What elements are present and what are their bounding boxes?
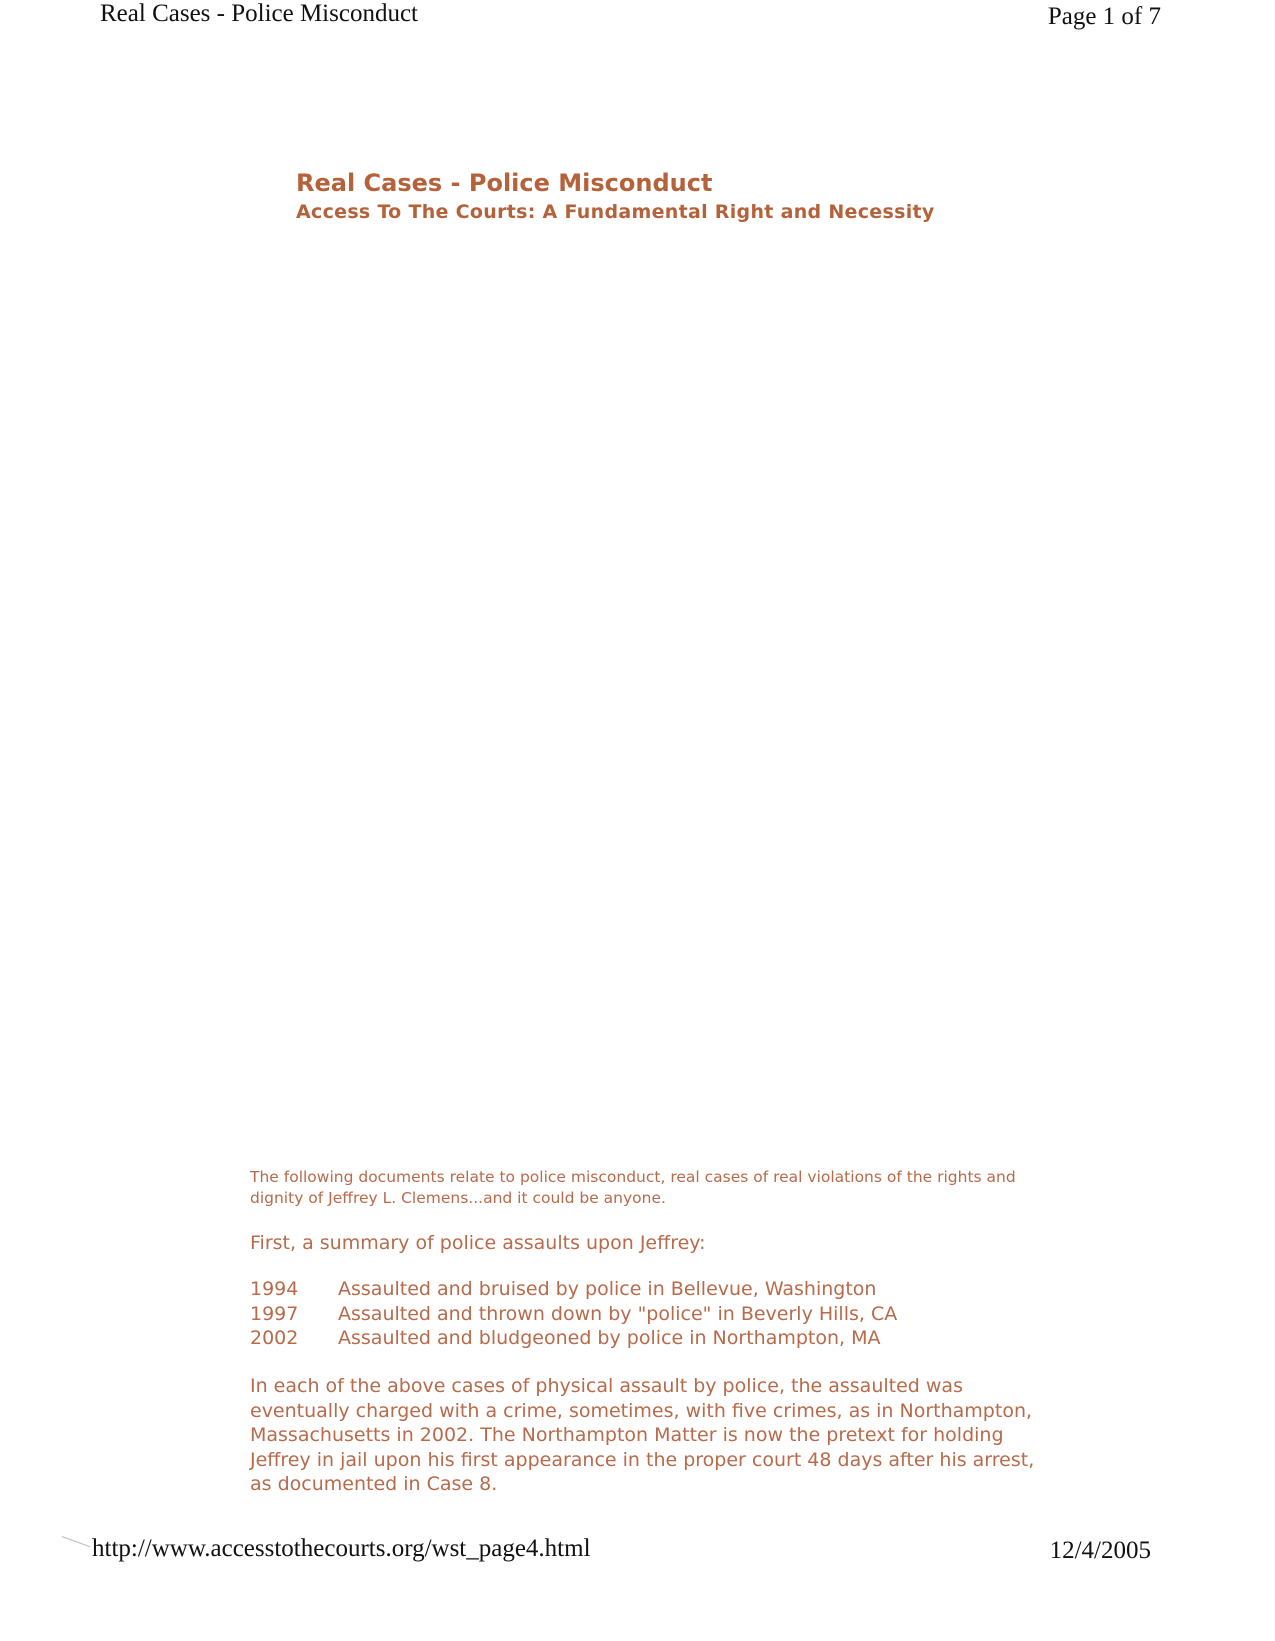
page-subtitle: Access To The Courts: A Fundamental Right and Necessity <box>296 201 935 223</box>
assault-list-item <box>250 1277 897 1302</box>
print-header-title: Real Cases - Police Misconduct <box>100 0 418 27</box>
print-footer-url: http://www.accesstothecourts.org/wst_page4.html <box>92 1535 591 1562</box>
closing-paragraph: In each of the above cases of physical assault by police, the assaulted was eventually charged with a crime, sometimes, with five crimes, as in Northampton, Massachusetts in 2002. The Northampton Matter is now the pretext for holding Jeffrey in jail upon his first appearance in the proper court 48 days after his arrest, as documented in Case 8. <box>250 1375 1035 1495</box>
assault-list <box>250 1277 897 1351</box>
print-footer-date: 12/4/2005 <box>1049 1537 1151 1564</box>
assault-description: Assaulted and thrown down by "police" in Beverly Hills, CA <box>338 1302 898 1325</box>
print-header-page-number: Page 1 of 7 <box>1047 3 1161 30</box>
scan-artifact <box>58 1536 90 1557</box>
assault-year: 1997 <box>250 1302 299 1325</box>
summary-heading: First, a summary of police assaults upon Jeffrey: <box>250 1232 706 1254</box>
intro-paragraph: The following documents relate to police misconduct, real cases of real violations of the rights and dignity of Jeffrey L. Clemens...and it could be anyone. <box>250 1168 1016 1207</box>
assault-list-item <box>250 1326 897 1351</box>
page-title: Real Cases - Police Misconduct <box>296 169 713 197</box>
assault-year: 2002 <box>250 1327 299 1349</box>
assault-description: Assaulted and bludgeoned by police in Northampton, MA <box>338 1327 881 1349</box>
assault-list-item <box>250 1302 897 1327</box>
assault-description: Assaulted and bruised by police in Bellevue, Washington <box>338 1278 877 1300</box>
assault-year: 1994 <box>250 1278 299 1300</box>
